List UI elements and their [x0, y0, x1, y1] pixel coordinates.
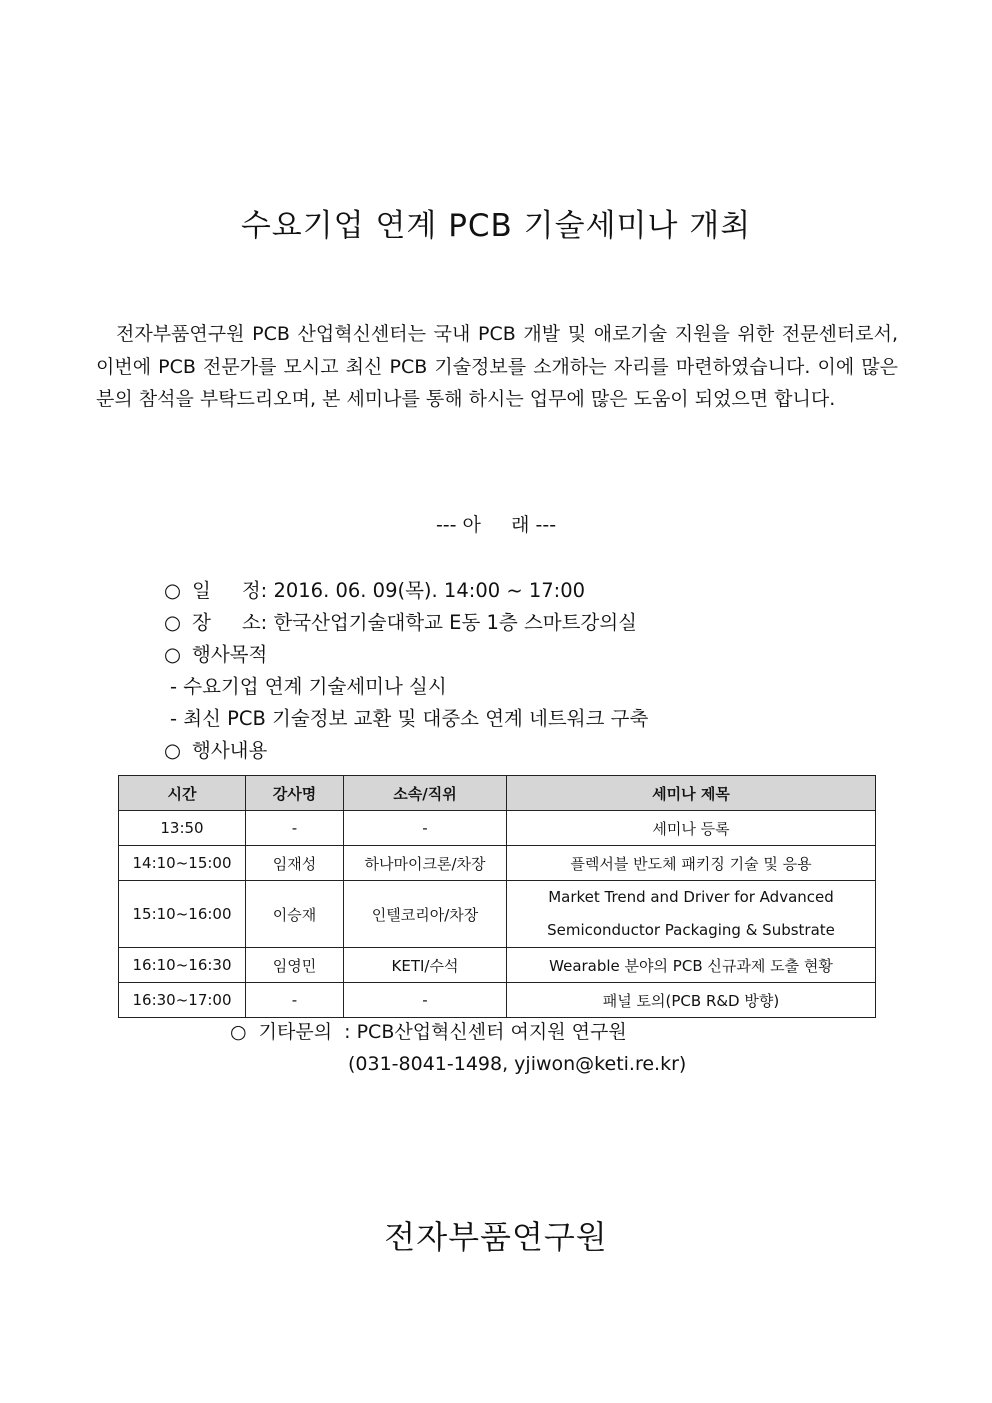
header-speaker: 강사명	[246, 776, 344, 811]
header-seminar-title: 세미나 제목	[507, 776, 876, 811]
table-header-row	[119, 776, 876, 811]
table-row	[119, 983, 876, 1018]
cell-affiliation: -	[344, 811, 507, 846]
intro-paragraph	[96, 318, 898, 416]
date-row	[164, 575, 648, 607]
cell-affiliation: 인텔코리아/차장	[344, 881, 507, 948]
cell-speaker: 이승재	[246, 881, 344, 948]
content-row	[164, 735, 648, 767]
date-value: : 2016. 06. 09(목). 14:00 ~ 17:00	[260, 579, 586, 602]
table-row	[119, 811, 876, 846]
purpose-item: - 최신 PCB 기술정보 교환 및 대중소 연계 네트워크 구축	[170, 707, 649, 730]
schedule-table	[118, 775, 876, 1018]
cell-speaker: -	[246, 811, 344, 846]
date-label: 일 정	[192, 579, 261, 602]
bullet-icon: ○	[164, 739, 182, 762]
bullet-icon: ○	[164, 611, 182, 634]
contact-line: ○ 기타문의 : PCB산업혁신센터 여지원 연구원	[230, 1021, 627, 1043]
cell-time: 13:50	[119, 811, 246, 846]
place-value: : 한국산업기술대학교 E동 1층 스마트강의실	[260, 611, 637, 634]
contact-info	[230, 1016, 686, 1080]
place-row	[164, 607, 648, 639]
event-info	[164, 575, 648, 767]
contact-phone-email: (031-8041-1498, yjiwon@keti.re.kr)	[348, 1053, 687, 1075]
header-affiliation: 소속/직위	[344, 776, 507, 811]
cell-affiliation: -	[344, 983, 507, 1018]
cell-affiliation: 하나마이크론/차장	[344, 846, 507, 881]
content-label: 행사내용	[192, 739, 268, 762]
intro-text: 전자부품연구원 PCB 산업혁신센터는 국내 PCB 개발 및 애로기술 지원을 위한 전문센터로서, 이번에 PCB 전문가를 모시고 최신 PCB 기술정보를 소개하는 자리를 마련하였습니다. 이에 많은 분의 참석을 부탁드리오며, 본 세미나를 통해 하시는 업무에 많은 도움이 되었으면 합니다.	[96, 323, 898, 410]
document-title: 수요기업 연계 PCB 기술세미나 개최	[240, 208, 752, 244]
cell-seminar-title	[507, 881, 876, 948]
purpose-label: 행사목적	[192, 643, 268, 666]
table-row	[119, 881, 876, 948]
organization-name: 전자부품연구원	[384, 1218, 608, 1256]
cell-time: 14:10~15:00	[119, 846, 246, 881]
header-time: 시간	[119, 776, 246, 811]
cell-speaker: -	[246, 983, 344, 1018]
bullet-icon: ○	[164, 643, 182, 666]
cell-seminar-title: 플렉서블 반도체 패키징 기술 및 응용	[507, 846, 876, 881]
cell-affiliation: KETI/수석	[344, 948, 507, 983]
notice-heading: --- 아 래 ---	[435, 514, 557, 536]
cell-time: 16:30~17:00	[119, 983, 246, 1018]
cell-time: 16:10~16:30	[119, 948, 246, 983]
table-row	[119, 846, 876, 881]
cell-time: 15:10~16:00	[119, 881, 246, 948]
place-label: 장 소	[192, 611, 261, 634]
table-row	[119, 948, 876, 983]
seminar-title-line: Market Trend and Driver for Advanced	[548, 888, 834, 906]
bullet-icon: ○	[164, 579, 182, 602]
cell-speaker: 임재성	[246, 846, 344, 881]
cell-seminar-title: Wearable 분야의 PCB 신규과제 도출 현황	[507, 948, 876, 983]
purpose-row	[164, 639, 648, 671]
cell-seminar-title: 패널 토의(PCB R&D 방향)	[507, 983, 876, 1018]
cell-speaker: 임영민	[246, 948, 344, 983]
purpose-item: - 수요기업 연계 기술세미나 실시	[170, 675, 447, 698]
seminar-title-line: Semiconductor Packaging & Substrate	[547, 921, 835, 939]
cell-seminar-title: 세미나 등록	[507, 811, 876, 846]
